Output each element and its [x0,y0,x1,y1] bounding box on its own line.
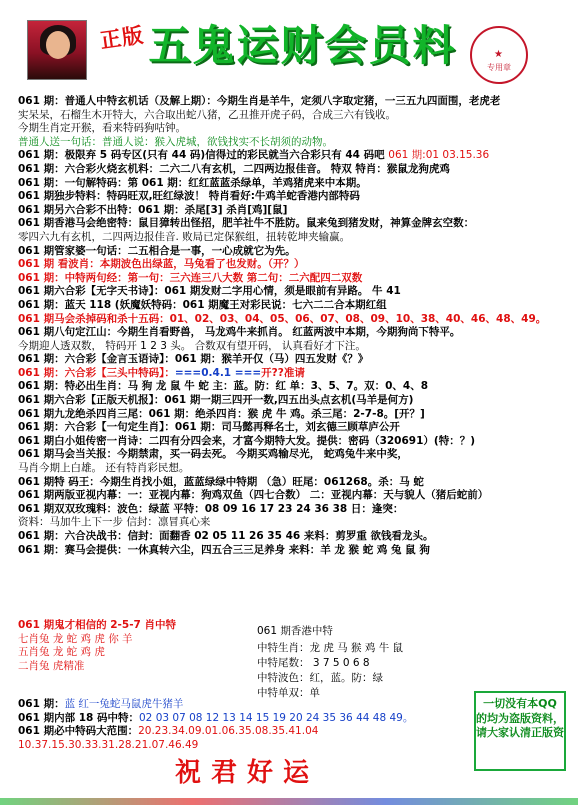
ghost-zodiac-row [18,660,263,674]
row-text: 061 期马会杀掉码和杀十五码：01、02、03、04、05、06、07、08、09、10、38、40、46、48、49。 [18,312,547,325]
row-text: 10.37.15.30.33.31.28.21.07.46.49 [18,738,199,751]
row-text: 061 期八句定江山：今期生肖看野兽， 马龙鸡牛来抓肖。 红蓝两波中本期，今期狗尚下特平。 [18,326,461,339]
row-text: ===0.4.1 === [174,366,262,379]
row-text: 061 期：普通人中特玄机话（及解上期）：今期生肖是羊牛，定须八字取定猪，一三五九四面围，老虎老 [18,95,501,107]
row-text: 今期生肖定开猴，看来特码狗咕钟。 [18,122,186,135]
row-text: 五肖兔 龙 蛇 鸡 虎 [18,646,105,659]
row-text: 061 期：六合彩【一句定生肖】：061 期：司马懿再释名士，刘玄德三顾草庐公开 [18,421,400,434]
final-row [0,725,470,739]
content-rows [0,95,578,557]
row-text: 061 期马会当关报：今期禁肃，买一码去死。 今期买鸡输尽光， 蛇鸡兔牛来中奖， [18,448,408,461]
row-text: 二肖兔 虎精准 [18,659,85,672]
row-text: 061 期：中特两句经：第一句：三六连三八大数 第二句：二六配四二双数 [18,271,363,284]
prediction-row [0,394,578,408]
prediction-row [0,109,578,123]
final-row [0,712,470,726]
hk-title: 061 期香港中特 [257,625,333,637]
prediction-row [0,163,578,177]
ghost-zodiac-row [18,633,263,647]
page-title: 五鬼运财会员料 [148,21,457,70]
hk-line: 中特尾数： 3 7 5 0 6 8 [257,657,370,669]
title-box [140,18,465,74]
final-rows [0,698,470,752]
ghost-zodiac-row [18,646,263,660]
row-text: 061 期:01 03.15.36 [388,149,490,162]
row-text: 02 03 07 08 12 13 14 15 19 20 24 35 36 44 48 49。 [139,711,414,724]
prediction-row [0,204,578,218]
prediction-row [0,258,578,272]
prediction-row [0,503,578,517]
prediction-row [0,122,578,136]
prediction-row [0,448,578,462]
row-text: 061 期：六合彩【金言玉语诗】：061 期：猴羊开仅（马）四五发财《？》 [18,353,369,366]
prediction-row [0,380,578,394]
row-text: 061 期香港马会绝密特：鼠目獐转出怪招，肥羊社牛不胜防。鼠来兔到猪发财，神算金牌玄空数： [18,217,475,230]
row-text: 开??准请 [261,366,305,379]
bottom-border [0,798,578,805]
ghost-zodiac-row [18,619,263,633]
notice-box: 一切没有本QQ 的均为盗版资料，请大家认清正版资 [474,691,566,771]
row-text: 蓝 红一兔蛇马鼠虎牛猪羊 [64,698,184,710]
prediction-row [0,326,578,340]
row-text: 061 期特 码王：今期生肖找小姐，蓝蓝绿绿中特期 （急）旺尾：061268。杀：马 蛇 [18,475,424,488]
prediction-row [0,136,578,150]
row-text: 061 期内部 18 码中特： [18,711,139,724]
prediction-row [0,313,578,327]
hk-line: 中特单双：单 [257,687,320,699]
row-text: 061 期：一句解特码：第 061 期：红红蓝蓝杀绿单，羊鸡猪虎来中本期。 [18,176,367,189]
prediction-row [0,299,578,313]
ghost-zodiac-block [18,619,263,673]
final-row [0,739,470,753]
hk-line: 中特生肖：龙 虎 马 猴 鸡 牛 鼠 [257,642,404,654]
row-text: 061 期：极限弃 5 码专区(只有 44 码)信得过的彩民就当六合彩只有 44 码吧 [18,149,389,162]
blessing-text: 祝君好运 [175,758,320,788]
row-text: 061 期九龙绝杀四肖三尾：061 期：绝杀四肖：猴 虎 牛 鸡。杀三尾：2-7-8。[开？] [18,407,425,420]
prediction-row [0,367,578,381]
prediction-row [0,285,578,299]
prediction-row [0,421,578,435]
hk-line: 中特波色：红，蓝。防：绿 [257,672,383,684]
row-text: 061 期 看波肖：本期波色出绿蓝，马兔看了也发财。（开？） [18,258,305,271]
face-shape [46,31,70,59]
prediction-row [0,177,578,191]
row-text: 普通人送一句话：普通人说：猴入虎城，欲钱找实不长胡须的动物。 [18,135,333,148]
final-row [0,698,470,712]
row-text: 061 期：赛马会提供：一休真转六尘，四五合三三足养身 来料：羊 龙 猴 蛇 鸡 兔 鼠 狗 [18,543,430,556]
prediction-row [0,95,578,109]
row-text: 061 期：特必出生肖：马 狗 龙 鼠 牛 蛇 主：蓝。防：红 单：3、5、7。双：0、4、8 [18,380,428,393]
row-text: 061 期管家婆一句话：二五相合是一事，一心成就它为先。 [18,244,296,257]
row-text: 061 期：六合彩火烧玄机料：二六二八有玄机，二四两边报佳音。 特双 特肖：猴鼠龙狗虎鸡 [18,162,450,175]
row-text: 实呆呆，石榴生木开特大，六合取出蛇八猪，乙丑推开虎子码，合成三六有钱收。 [18,108,396,121]
row-text: 20.23.34.09.01.06.35.08.35.41.04 [138,725,319,738]
row-text: 七肖兔 龙 蛇 鸡 虎 你 羊 [18,632,133,645]
row-text: 061 期必中特码大范围： [18,725,139,738]
row-text: 资料：马加牛上下一步 信封：凛冒真心来 [18,516,211,529]
prediction-row [0,272,578,286]
row-text: 061 期：蓝天 118 (妖魔妖特码：061 期魔王对彩民说：七六二二合本期红组 [18,298,387,311]
row-text: 061 期：六合彩【三头中特码】： [18,366,175,379]
row-text: 061 期另六合彩不出特：061 期：杀尾[3] 杀肖[鸡][鼠] [18,203,288,216]
header [0,0,578,92]
prediction-row [0,340,578,354]
row-text: 061 期： [18,698,65,710]
row-text: 061 期两版亚视内幕：一：亚视内幕：狗鸡双鱼（四七合数） 二：亚视内幕：天与貌人（猪后蛇前） [18,489,489,502]
row-text: 061 期：六合决战书：信封：面翻香 02 05 11 26 35 46 来料：剪罗重 欲钱看龙头。 [18,530,434,542]
prediction-row [0,149,578,163]
prediction-row [0,245,578,259]
seal-stamp [470,26,528,84]
row-text: 061 期独步特料：特码旺双,旺红绿波！ 特肖看好:牛鸡羊蛇香港内部特码 [18,190,360,203]
prediction-row [0,462,578,476]
row-text: 061 期白小姐传密一肖诗：二四有分四会来，才富今期特大发。提供：密码（320691）(特：？) [18,434,476,447]
row-text: 零四六九有玄机，二四两边报佳音. 败局已定保猴组，扭转乾坤夹输赢。 [18,230,351,243]
row-text: 061 期六合彩【无字天书诗】：061 期发财二字用心情，须是眼前有异路。 牛 41 [18,285,401,298]
prediction-row [0,353,578,367]
row-text: 马肖今期上白雄。 还有特肖彩民想。 [18,462,190,475]
prediction-row [0,530,578,544]
prediction-row [0,435,578,449]
star-icon: ★ [494,49,503,60]
row-text: 061 期双双玫瑰料：波色：绿蓝 平特：08 09 16 17 23 24 36 38 日：逢突： [18,502,404,515]
row-text: 061 期六合彩【正版天机报】：061 期一期三四开一数,四五出头点玄机(马羊是何方) [18,394,414,407]
prediction-row [0,489,578,503]
prediction-row [0,231,578,245]
host-photo [27,20,87,80]
prediction-row [0,217,578,231]
row-text: 061 期鬼才相信的 2-5-7 肖中特 [18,619,177,631]
prediction-row [0,476,578,490]
zheng-ban-label: 正版 [98,22,146,53]
seal-line2: 专用章 [487,63,511,72]
prediction-row [0,516,578,530]
prediction-row [0,544,578,558]
prediction-row [0,190,578,204]
prediction-row [0,408,578,422]
row-text: 今期迎人透双数， 特码开 1 2 3 头。 合数双有望开码， 认真看好才下注。 [18,339,366,352]
